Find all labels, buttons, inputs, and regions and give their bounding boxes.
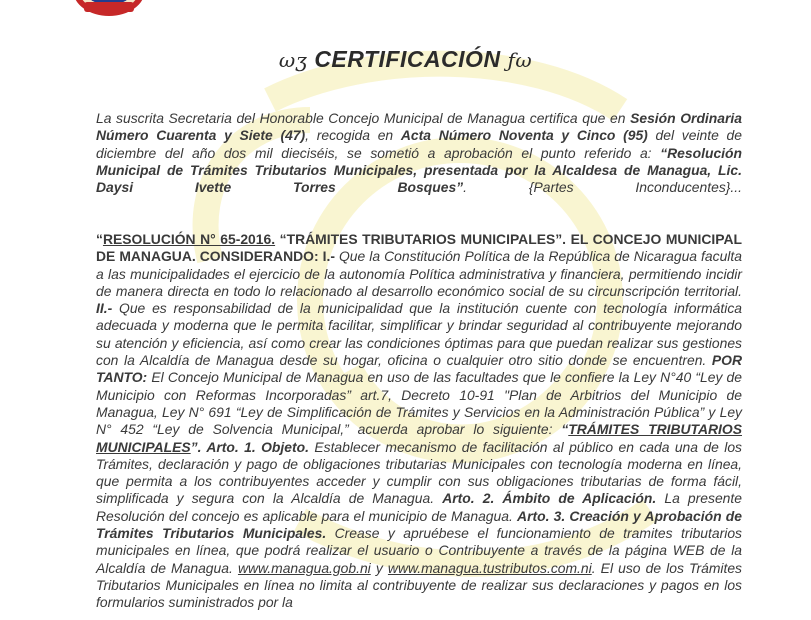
website-link[interactable]: www.managua.tustributos.com.ni bbox=[387, 559, 592, 576]
intro-text: La suscrita Secretaria del Honorable Concejo Municipal de Managua certifica que en bbox=[96, 110, 631, 126]
intro-paragraph bbox=[96, 110, 742, 196]
session-reference: Sesión Ordinaria Número Cuarenta y Siete (47) bbox=[96, 110, 742, 144]
website-link[interactable]: www.managua.gob.ni bbox=[237, 559, 371, 576]
act-reference: Acta Número Noventa y Cinco (95) bbox=[400, 127, 648, 144]
title-text: CERTIFICACIÓN bbox=[314, 46, 501, 72]
header-logo-fragment bbox=[621, 0, 691, 6]
ornament-left-icon: ωʒ bbox=[278, 48, 308, 72]
resolution-text: La presente Resolución del concejo es aplicable para el municipio de Managua. bbox=[96, 490, 742, 524]
resolution-heading: “TRÁMITES TRIBUTARIOS MUNICIPALES”. EL CONCEJO MUNICIPAL DE MANAGUA. CONSIDERANDO: I.- bbox=[96, 231, 742, 265]
resolution-text: y bbox=[370, 559, 388, 576]
municipal-seal-logo bbox=[70, 0, 148, 18]
intro-text: del veinte de diciembre del año dos mil dieciséis, se sometió a aprobación el punto referido a: bbox=[96, 127, 743, 161]
page-title bbox=[0, 46, 811, 73]
resolution-text: “ bbox=[96, 231, 103, 247]
intro-text: . {Partes Inconducentes}... bbox=[463, 179, 742, 196]
resolution-text: Crease y apruébese el funcionamiento de tramites tributarios municipales en línea, que podrá realizar el usuario o Contribuyente a través de la página WEB de la Alcaldía de Managua. bbox=[96, 525, 742, 576]
resolution-paragraph bbox=[96, 231, 742, 612]
resolution-title-underlined: TRÁMITES TRIBUTARIOS MUNICIPALES bbox=[96, 421, 742, 455]
resolution-subject: “Resolución Municipal de Trámites Tributarios Municipales, presentada por la Alcaldesa de Managua, Lic. Daysi Ivette Torres Bosques” bbox=[96, 144, 742, 196]
resolution-text: Que es responsabilidad de la municipalidad que la institución cuente con tecnología informática adecuada y moderna que le permita facilitar, simplificar y brindar seguridad al contribuyente mejorando su atención y eficiencia, así como crear las condiciones óptimas para que puedan realizar sus gestiones con la Alcaldía de Managua desde su hogar, oficina o cualquier otro sitio donde se encuentren. bbox=[96, 300, 742, 369]
resolution-text: “ bbox=[561, 421, 569, 438]
intro-text: , recogida en bbox=[305, 127, 401, 144]
article-3-heading: Arto. 3. Creación y Aprobación de Trámites Tributarios Municipales. bbox=[96, 507, 742, 542]
resolution-text: Establecer mecanismo de facilitación al público en cada una de los Trámites, declaración y pago de obligaciones tributarias Municipales con tecnología moderna en línea, que permita a los contribuyentes acceder y cumplir con sus obligaciones tributarias de forma fácil, simplificada y segura con la Alcaldía de Managua. bbox=[96, 438, 742, 507]
resolution-text: POR TANTO: bbox=[96, 352, 742, 386]
article-1-heading: ”. Arto. 1. Objeto. bbox=[190, 438, 309, 455]
resolution-text: El Concejo Municipal de Managua en uso de las facultades que le confiere la Ley N°40 “Ley de Municipio con Reformas Incorporadas” art.7, Decreto 10-91 "Plan de Arbitrios del Municipio de Managua, Ley N° 691 “Ley de Simplificación de Trámites y Servicios en la Administración Pública” y Ley N° 452 “Ley de Solvencia Municipal,” acuerda aprobar lo siguiente: bbox=[96, 369, 742, 438]
resolution-text: . El uso de los Trámites Tributarios Municipales en línea no limita al contribuyente de realizar sus declaraciones y pagos en los formularios suministrados por la bbox=[96, 559, 742, 611]
resolution-text: Que la Constitución Política de la República de Nicaragua faculta a las municipalidades el ejercicio de la autonomía Política administrativa y financiera, permitiendo incidir de manera directa en todo lo relacionado al desarrollo económico social de su circunscripción territorial. bbox=[96, 248, 742, 299]
resolution-number: RESOLUCIÓN N° 65-2016. bbox=[102, 231, 276, 247]
ornament-right-icon: ƒω bbox=[507, 48, 533, 72]
resolution-text: II.- bbox=[96, 300, 113, 317]
article-2-heading: Arto. 2. Ámbito de Aplicación. bbox=[442, 490, 657, 507]
